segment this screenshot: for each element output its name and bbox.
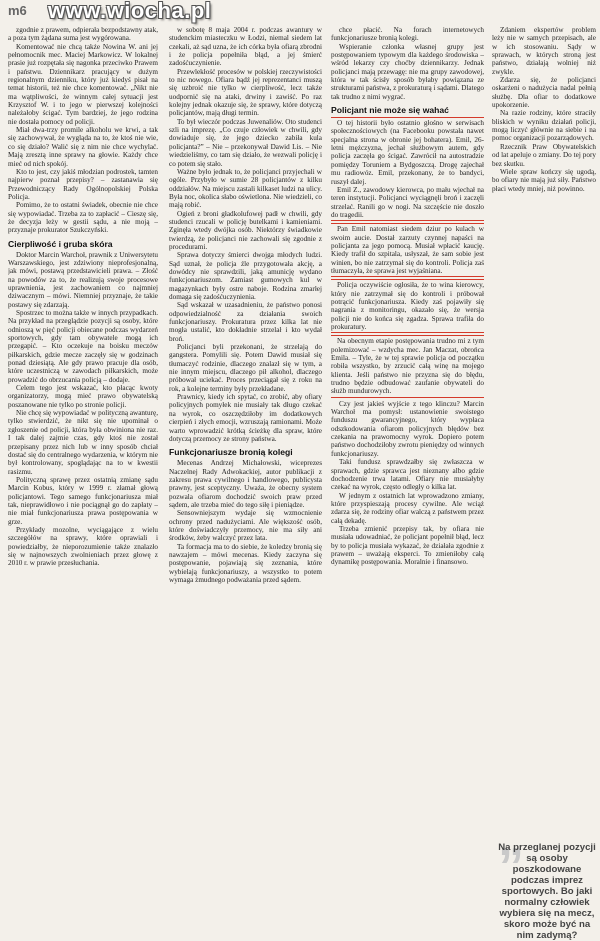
paragraph: Pomimo, że to ostatni świadek, obecnie nie chce się wypowiadać. Trzeba za to zapłacić – Cieszę się, że decyzja leży w gestii sądu, a nie moją – przyznaje prokurator Szukczyński. bbox=[8, 201, 158, 235]
article-column-4 bbox=[492, 26, 596, 808]
highlight-box bbox=[331, 117, 484, 221]
paragraph: Wiele spraw kończy się ugodą, bo ofiary nie mają już siły. Państwo płaci wtedy mniej, niż powinno. bbox=[492, 167, 596, 193]
highlight-box bbox=[331, 279, 484, 333]
subheading: Cierpliwość i gruba skóra bbox=[8, 238, 113, 249]
article-column-1 bbox=[8, 26, 158, 896]
paragraph: Mecenas Andrzej Michałowski, wiceprezes Naczelnej Rady Adwokackiej, autor publikacji z zakresu prawa cywilnego i handlowego, publicysta prawny, jest sceptyczny. Uważa, że obecny system pozwala ofiarom dochodzić swoich praw przed sądem, ale trzeba mieć do tego siłę i pieniądze. bbox=[169, 459, 322, 509]
paragraph: Policjanci byli przekonani, że strzelają do gangstera. Pomylili się. Potem Dawid musiał się tłumaczyć rodzinie, dlaczego znalazł się w tym, a nie innym miejscu, dlaczego pił alkohol, dlaczego próbował uciekać. Proces przeciągał się z roku na rok, a kolejne terminy były przekładane. bbox=[169, 343, 322, 393]
paragraph: Policja oczywiście ogłosiła, że to wina kierowcy, który nie zatrzymał się do kontroli i próbował potrącić funkcjonariusza. Kiedy zaś pojawiły się nagrania z monitoringu, okazało się, że wersja policji nie do końca się zgadza. Sprawa trafiła do prokuratury. bbox=[331, 281, 484, 331]
paragraph: Sprawa dotyczy śmierci dwojga młodych ludzi. Sąd uznał, że policja źle przygotowała akcję, a dowódcy nie sprawdzili, jaką amunicję wydano funkcjonariuszom. Zamiast gumowych kul w magazynkach były ostre naboje. Rodzina zmarłej domaga się zadośćuczynienia. bbox=[169, 251, 322, 301]
paragraph: Celem tego jest wskazać, kto płacąc kwoty organizatorzy, mogą mieć prawo obywatelską poszanowane nie tylko po stronie policji. bbox=[8, 384, 158, 409]
highlight-box bbox=[331, 223, 484, 277]
paragraph: w sobotę 8 maja 2004 r. podczas awantury w studenckim miasteczku w Łodzi, niemal siedem lat czekali, aż sąd uzna, że ich córka była ofiarą zbrodni i że policja popełniła błąd, a jej śmierć zadośćuczynienie. bbox=[169, 26, 322, 68]
pull-quote: Na przeglanej pozycji są osoby poszkodowane podczas imprez sportowych. Bo jaki normalny człowiek wybiera się na mecz, skoro może być na nim zadymą? bbox=[498, 842, 596, 941]
paragraph: Zdaniem ekspertów problem leży nie w samych przepisach, ale w ich stosowaniu. Sądy w sprawach, w których stroną jest państwo, działają wolniej niż zwykle. bbox=[492, 26, 596, 76]
paragraph: Komentować nie chcą także Nowina W. ani jej pełnomocnik mec. Maciej Markowicz. W lokalnej prasie już rozpętała się nagonka przeciwko Prawem i państwu. Dziennikarz pracujący w dużym regionalnym dzienniku, który już kiedyś pisał na temat historii, też nie chce komentować. „Nikt nie ma wątpliwości, że winnym całej sytuacji jest Krzysztof W. i to jego w pierwszej kolejności należałoby ścigać. Tym bardziej, że jego rodzina nie dostała pomocy od policji. bbox=[8, 42, 158, 126]
highlight-box bbox=[331, 335, 484, 397]
paragraph: Na obecnym etapie postępowania trudno mi z tym polemizować – wzdycha mec. Jan Maczat, obrońca Emila. – Tyle, że w tej sprawie policja od początku robiła wszystko, by zrzucić całą winę na mojego klienta. Jeśli państwo nie przyzna się do błędu, trudno będzie odbudować zaufanie obywateli do służb mundurowych. bbox=[331, 337, 484, 396]
paragraph: chce płacić. Na forach internetowych funkcjonariusze bronią kolegi. bbox=[331, 26, 484, 43]
paragraph: Ogień z broni gładkolufowej padł w chwili, gdy studenci rzucali w policję butelkami i kamieniami. Zginęła wtedy dwójka osób. Niektórzy świadkowie twierdzą, że policjanci nie zachowali się zgodnie z procedurami. bbox=[169, 209, 322, 251]
paragraph: Czy jest jakieś wyjście z tego klinczu? Marcin Warchoł ma pomysł: ustanowienie swoistego funduszu gwarancyjnego, który wypłaca odszkodowania ofiarom policyjnych błędów bez czekania na prawomocny wyrok. Dopiero potem państwo dochodziłoby zwrotu pieniędzy od winnych funkcjonariuszy. bbox=[331, 399, 484, 458]
subheading: Funkcjonariusze bronią kolegi bbox=[169, 447, 293, 458]
paragraph: To był wieczór podczas Juwenaliów. Oto studenci szli na imprezę. „Co czuje człowiek w chwili, gdy dowiaduje się, że jego dziecko zabiła kula policjanta?” – Nie – przekonywał Dawid Lis. – Nie wiedzieliśmy, co tam się działo, że wezwali policję i co potem się stało. bbox=[169, 117, 322, 168]
paragraph: Polityczną sprawę przez ostatnią zmianę sądu Marcin Kobus, który w 1999 r. złamał głową policjantowi. Tego samego funkcjonariusza miał tak, nieprawidłowo i nie pociągnął go do zapłaty – nie miał funkcjonariusza prawa postępowania w grze. bbox=[8, 475, 158, 526]
article-column-3 bbox=[331, 26, 484, 896]
paragraph: Taki fundusz sprawdzałby się zwłaszcza w sprawach, gdzie sprawca jest nieznany albo gdzie dochodzenie trwa latami. Ofiary nie musiałyby czekać na wyrok, często odległy o kilka lat. bbox=[331, 458, 484, 492]
paragraph: Ta formacja ma to do siebie, że koledzy bronią się nawzajem – mówi mecenas. Kiedy zaczyna się postępowanie, pojawiają się zeznania, które wybielają funkcjonariuszy, a wszystko to potem wymaga żmudnego podważania przed sądem. bbox=[169, 542, 322, 584]
quote-mark-icon: „ bbox=[498, 809, 524, 867]
paragraph: Kto to jest, czy jakiś młodzian podrostek, tamten najpierw poznał przepisy? – zastanawia się Przewodniczący Rady Ogólnopolskiej Polska Policja. bbox=[8, 167, 158, 201]
paragraph: W jednym z ostatnich lat wprowadzono zmiany, które przyspieszają procesy cywilne. Ale wciąż zdarza się, że rodziny ofiar walczą z państwem przez całą dekadę. bbox=[331, 491, 484, 525]
page-header bbox=[0, 0, 600, 22]
paragraph: Spostrzec to można także w innych przypadkach. Na przykład na przeglądzie pozycji są osoby, które odnioszą w pięć policji obiecane podczas wydarzeń sportowych, gdy tam obywatele mogą ich przegapić. – Kto oczekuje na boisku meczów piłkarskich, gdzie mecze zaczęły się w godzinach ponad dziesiątą. Ale gdy prawo pracuje dla osób, które uczestniczą w zawodach piłkarskich, może prowadzić do obrzucania policją – dodaje. bbox=[8, 309, 158, 384]
paragraph: Zdarza się, że policjanci oskarżeni o nadużycia nadal pełnią służbę. Dla ofiar to dodatkowe upokorzenie. bbox=[492, 76, 596, 110]
paragraph: Prawnicy, kiedy ich spytać, co zrobić, aby ofiary policyjnych pomyłek nie musiały tak długo czekać na wyrok, co oszczędziłoby im dodatkowych cierpień i złych emocji, wzruszają ramionami. Może warto wprowadzić krótką ścieżkę dla spraw, które dotyczą przemocy ze strony państwa. bbox=[169, 393, 322, 443]
paragraph: Sensowniejszym wydaje się wzmocnienie ochrony przed nadużyciami. Ale większość osób, które doświadczyły przemocy, nie ma siły ani środków, żeby walczyć przez lata. bbox=[169, 509, 322, 543]
paragraph: Sąd wskazał w uzasadnieniu, że państwo ponosi odpowiedzialność za działania swoich funkcjonariuszy. Prokuratura przez kilka lat nie mogła ustalić, kto dokładnie strzelał i kto wydał broń. bbox=[169, 301, 322, 343]
site-watermark: www.wiocha.pl bbox=[48, 0, 212, 23]
paragraph: Na razie rodziny, które straciły bliskich w wyniku działań policji, mogą liczyć głównie na siebie i na pomoc organizacji pozarządowych. bbox=[492, 109, 596, 143]
paragraph: O tej historii było ostatnio głośno w serwisach społecznościowych (na Facebooku powstała nawet specjalna strona w obronie jej bohatera). Emil, 26-letni mężczyzna, jechał służbowym autem, gdy policja zaczęła go ścigać. Zawrócił na autostradzie pomiędzy Toruniem a Bydgoszczą. Drogę zajechał mu radiowóz. Emil, przekonany, że to bandyci, ruszył dalej. bbox=[331, 119, 484, 186]
paragraph: Pan Emil natomiast siedem dziur po kulach w swoim aucie. Dostał zarzuty czynnej napaści na policjanta za jego pomocą. Musiał wpłacić kaucję. Kiedy trafił do szpitala, usłyszał, że sam sobie jest winien, bo nie zatrzymał się do kontroli. Policja zaś tłumaczyła, że sprawa jest wyjaśniana. bbox=[331, 225, 484, 275]
paragraph: Przewlekłość procesów w polskiej rzeczywistości to nic nowego. Ofiara bądź jej reprezentanci muszą się uzbroić nie tylko w cierpliwość, lecz także uodpornić się na ataki, drwiny i zawiść. Po raz kolejny jednak okazuje się, że sprawy, które dotyczą policjantów, mają długi termin. bbox=[169, 67, 322, 118]
paragraph: Doktor Marcin Warchoł, prawnik z Uniwersytetu Warszawskiego, jest zdziwiony nieprofesjonalną, jak mówi, postawą przedstawicieli prawa. – Złość na powodów za to, że realizują swoje procesowe uprawnienia, jest zachowaniem co najmniej dziwacznym – mówi. Niemniej przyznaje, że takie postawy się zdarzają. bbox=[8, 250, 158, 309]
paragraph: Nie chcę się wypowiadać w polityczną awanturę, tylko stwierdzić, że nikt się nie upominał o zgłoszenie od policji, która była obwiniona nie raz. I tak dalej zajmie czas, gdy ktoś nie został przepisany przez nich lub w inny sposób chciał dostać się do centralnego wydarzenia, w którym nie był kontrolowany, spoglądając na to w kwestii rasizmu. bbox=[8, 409, 158, 476]
subheading: Policjant nie może się wahać bbox=[331, 105, 449, 116]
paragraph: Ważne było jednak to, że policjanci przyjechali w ogóle. Przybyło w sumie 28 policjantów z kilku oddziałów. Na miejscu zastali kilkaset ludzi na ulicy. Była noc, okolica słabo oświetlona. Nie wiedzieli, co mają robić. bbox=[169, 167, 322, 210]
paragraph: Przykłady mozolne, wyciągające z wielu szczegółów na sprawy, które oprawiali i powiedziałby, że nieporozumienie także znalazło się w najnowszych zwolnieniach przez głowę z 2010 r. w prawie przesłuchania. bbox=[8, 525, 158, 568]
paragraph: Wspieranie członka własnej grupy jest postępowaniem typowym dla każdego środowiska – wśród lekarzy czy choćby dziennikarzy. Jednak policjanci mają przewagę: nie ma grupy zawodowej, która w tak ścisły sposób byłaby powiązana ze strukturami państwa, z prokuraturą i sądami. Dlatego tak trudno z nimi wygrać. bbox=[331, 42, 484, 101]
paragraph: Trzeba zmienić przepisy tak, by ofiara nie musiała udowadniać, że policjant popełnił błąd, lecz by to policja musiała wykazać, że działała zgodnie z prawem – uważają eksperci. To zmieniłoby całą dynamikę postępowania. Moralnie i finansowo. bbox=[331, 524, 484, 567]
article-column-2 bbox=[169, 26, 322, 896]
paragraph: zgodnie z prawem, odpierała bezpodstawny atak, a poza tym żądana suma jest wygórowana. bbox=[8, 26, 158, 43]
paragraph: Miał dwa-trzy promile alkoholu we krwi, a tak się zachowywał, że wygląda na to, że ktoś nie wie, co się działo? Walić się z nim nie chce wychylać. Mają zresztą inne sprawy na głowie. Każdy chce mieć od nich spokój. bbox=[8, 126, 158, 168]
page-number: m6 bbox=[8, 3, 27, 18]
paragraph: Rzecznik Praw Obywatelskich od lat apeluje o zmiany. Do tej pory bez skutku. bbox=[492, 142, 596, 168]
paragraph: Emil Z., zawodowy kierowca, po mału wjechał na teren instytucji. Policjanci wyciągnęli broń i zaczęli strzelać. Ranili go w nogi. Na szczęście nie doszło do tragedii. bbox=[331, 185, 484, 219]
